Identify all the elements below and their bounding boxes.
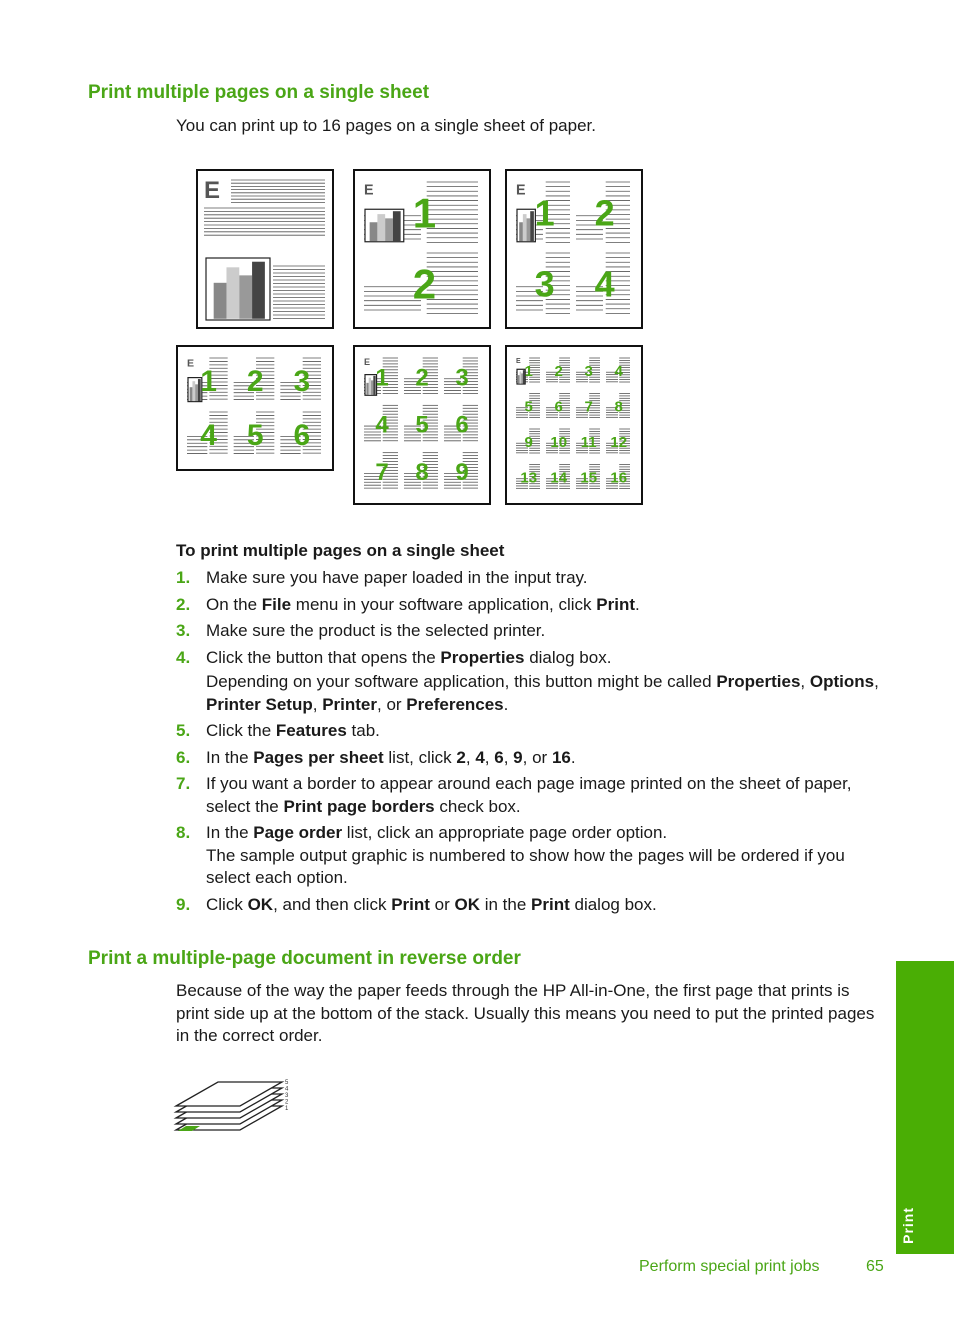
- page-number: 14: [550, 469, 568, 487]
- step-number: 1.: [176, 568, 191, 587]
- stack-page-label: 5: [285, 1080, 289, 1086]
- bar-chart-icon-bar: [521, 373, 523, 383]
- bar-chart-icon-bar: [192, 381, 195, 401]
- procedure-step: [176, 773, 888, 818]
- page-number: 3: [534, 263, 555, 305]
- procedure-step: [176, 747, 888, 770]
- step-text: In the Pages per sheet list, click 2, 4, 6, 9, or 16.: [206, 747, 576, 767]
- page-number: 2: [594, 192, 615, 234]
- page-number: 9: [455, 458, 469, 486]
- stack-page-label: 3: [285, 1093, 289, 1099]
- bar-chart-icon-bar: [369, 378, 371, 395]
- step-text: Click the button that opens the Properties dialog box.: [206, 647, 612, 667]
- step-number: 9.: [176, 894, 191, 914]
- section-intro: You can print up to 16 pages on a single sheet of paper.: [176, 116, 596, 135]
- page-number: 1: [200, 364, 217, 398]
- page-number: 15: [580, 469, 598, 487]
- bar-chart-icon-bar: [226, 267, 239, 318]
- page-number: 1: [412, 189, 437, 237]
- page-letter: E: [516, 182, 526, 199]
- procedure-step: [176, 594, 888, 617]
- page-number: 1: [534, 192, 555, 234]
- page-number: 5: [246, 418, 264, 452]
- pages-per-sheet-figure: [170, 165, 650, 510]
- procedure-step: [176, 720, 888, 743]
- page-number: 4: [375, 411, 389, 439]
- bar-chart-icon-bar: [393, 211, 401, 241]
- step-note: Depending on your software application, this button might be called Properties, Options, Printer Setup, Printer, or Preferences.: [206, 672, 879, 714]
- page-letter: E: [516, 358, 521, 365]
- bar-chart-icon-bar: [518, 375, 520, 384]
- bar-chart-icon-bar: [370, 222, 378, 241]
- bar-chart-icon-bar: [530, 211, 534, 241]
- procedure-step: [176, 620, 888, 643]
- bar-chart-icon-bar: [527, 218, 531, 241]
- procedure-step: [176, 894, 888, 917]
- page-number: 5: [415, 411, 429, 439]
- page-number: 1: [524, 363, 533, 381]
- page-letter: E: [187, 357, 195, 370]
- step-number: 7.: [176, 774, 191, 793]
- section-body-reverse-order: Because of the way the paper feeds through the HP All-in-One, the first page that prints is print side up at the bottom of the stack. Usually this means you need to put the printed pages in the correct order.: [176, 981, 875, 1045]
- step-text: In the Page order list, click an appropriate page order option.: [206, 823, 668, 842]
- page-number: 3: [584, 363, 593, 381]
- step-number: 4.: [176, 647, 191, 667]
- step-number: 5.: [176, 721, 191, 740]
- footer-page-number: 65: [866, 1258, 884, 1275]
- chapter-side-tab-label: Print: [900, 1207, 916, 1244]
- page-number: 2: [415, 364, 429, 392]
- bar-chart-icon-bar: [195, 384, 198, 401]
- page-number: 3: [293, 364, 311, 398]
- step-number: 8.: [176, 823, 191, 842]
- procedure-step: [176, 647, 888, 717]
- step-note: The sample output graphic is numbered to show how the pages will be ordered if you select each option.: [206, 845, 845, 887]
- page-number: 2: [246, 364, 264, 398]
- page-number: 2: [554, 363, 563, 381]
- page-number: 12: [610, 434, 628, 452]
- page-number: 16: [610, 469, 628, 487]
- step-text: Click OK, and then click Print or OK in the Print dialog box.: [206, 894, 657, 914]
- bar-chart-icon-bar: [385, 218, 393, 241]
- page-number: 7: [584, 398, 593, 416]
- bar-chart-icon-bar: [371, 380, 373, 394]
- page-number: 8: [614, 398, 623, 416]
- bar-chart-icon-bar: [190, 387, 193, 401]
- page-number: 11: [580, 434, 597, 452]
- step-text: On the File menu in your software application, click Print.: [206, 594, 640, 614]
- step-number: 2.: [176, 594, 191, 614]
- page-number: 8: [415, 458, 429, 486]
- page-stack-figure: [172, 1076, 302, 1138]
- page-number: 4: [594, 263, 615, 305]
- bar-chart-icon-bar: [523, 214, 527, 241]
- section-heading-multiple-pages: Print multiple pages on a single sheet: [88, 82, 430, 103]
- bar-chart-icon-bar: [252, 262, 265, 319]
- bar-chart-icon-bar: [377, 214, 385, 241]
- page-letter: E: [204, 177, 221, 204]
- page-number: 2: [412, 260, 437, 308]
- procedure-title: To print multiple pages on a single sheet: [176, 541, 505, 560]
- step-number: 6.: [176, 747, 191, 767]
- page-number: 4: [614, 363, 623, 381]
- page-number: 9: [524, 434, 533, 452]
- page-number: 7: [375, 458, 389, 486]
- chapter-side-tab: [896, 961, 954, 1254]
- stack-page-label: 2: [285, 1099, 289, 1106]
- step-text: Make sure the product is the selected printer.: [206, 621, 546, 640]
- stack-page-label: 1: [285, 1106, 289, 1112]
- page-number: 4: [200, 418, 217, 452]
- step-text: Click the Features tab.: [206, 721, 380, 740]
- footer-chapter-title: Perform special print jobs: [639, 1258, 820, 1275]
- page-number: 1: [375, 364, 389, 392]
- bar-chart-icon-bar: [366, 383, 368, 395]
- procedure-steps: [176, 567, 888, 920]
- page-number: 6: [554, 398, 563, 416]
- section-heading-reverse-order: Print a multiple-page document in reverse order: [88, 948, 521, 969]
- bar-chart-icon-bar: [520, 371, 522, 383]
- bar-chart-icon-bar: [519, 222, 523, 241]
- page-letter: E: [364, 182, 374, 199]
- step-text: If you want a border to appear around each page image printed on the sheet of paper, select the Print page borders check box.: [206, 774, 852, 816]
- step-text: Make sure you have paper loaded in the input tray.: [206, 568, 588, 587]
- procedure-step: [176, 567, 888, 590]
- page-number: 6: [455, 411, 469, 439]
- step-number: 3.: [176, 621, 191, 640]
- bar-chart-icon-bar: [239, 275, 252, 318]
- stack-page-label: 4: [285, 1086, 289, 1093]
- page-number: 10: [550, 434, 568, 452]
- page-letter: E: [364, 357, 371, 368]
- page-number: 5: [524, 398, 533, 416]
- page-number: 6: [293, 418, 311, 452]
- bar-chart-icon-bar: [214, 283, 227, 319]
- page-number: 3: [455, 364, 469, 392]
- page-number: 13: [520, 469, 538, 487]
- procedure-step: [176, 822, 888, 890]
